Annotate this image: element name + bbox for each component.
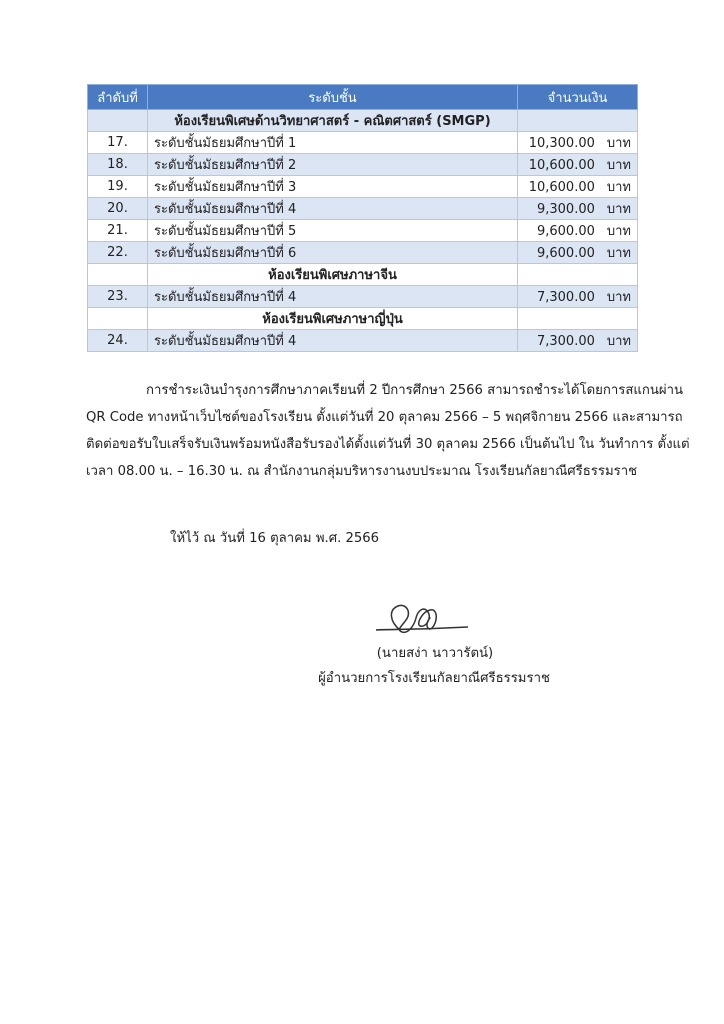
row-number: 24. [88,330,148,352]
currency-unit: บาท [606,136,631,151]
table-row [88,330,638,352]
section-row [88,110,638,132]
table-body [88,110,638,352]
section-empty-cell [518,264,638,286]
row-amount: 10,600.00 [528,180,595,195]
signer-title: ผู้อำนวยการโรงเรียนกัลยาณีศรีธรรมราช [318,671,550,686]
currency-unit: บาท [606,334,631,349]
row-amount: 9,600.00 [536,224,595,239]
row-level: ระดับชั้นมัธยมศึกษาปีที่ 3 [148,176,518,198]
currency-unit: บาท [606,202,631,217]
row-amount: 9,300.00 [536,202,595,217]
table-row [88,220,638,242]
currency-unit: บาท [606,180,631,195]
row-amount: 9,600.00 [536,246,595,261]
table-row [88,132,638,154]
header-amount: จำนวนเงิน [518,85,638,110]
row-amount: 7,300.00 [536,334,595,349]
row-amount: 7,300.00 [536,290,595,305]
row-amount-cell [518,176,638,198]
issue-date-line: ให้ไว้ ณ วันที่ 16 ตุลาคม พ.ศ. 2566 [170,531,380,546]
row-amount: 10,300.00 [528,136,595,151]
header-level: ระดับชั้น [148,85,518,110]
row-number: 21. [88,220,148,242]
fee-table [87,84,638,352]
table-row [88,242,638,264]
section-title: ห้องเรียนพิเศษภาษาญี่ปุ่น [148,308,518,330]
section-row [88,264,638,286]
paragraph-line: การชำระเงินบำรุงการศึกษาภาคเรียนที่ 2 ปีการศึกษา 2566 สามารถชำระได้โดยการสแกนผ่าน [146,383,684,398]
section-empty-cell [518,110,638,132]
payment-paragraph [86,377,690,485]
signer-name: (นายสง่า นาวารัตน์) [376,646,494,661]
row-level: ระดับชั้นมัธยมศึกษาปีที่ 2 [148,154,518,176]
section-empty-cell [88,308,148,330]
row-amount-cell [518,198,638,220]
row-amount-cell [518,286,638,308]
row-amount-cell [518,220,638,242]
row-level: ระดับชั้นมัธยมศึกษาปีที่ 4 [148,286,518,308]
table-row [88,286,638,308]
section-title: ห้องเรียนพิเศษภาษาจีน [148,264,518,286]
row-level: ระดับชั้นมัธยมศึกษาปีที่ 4 [148,330,518,352]
table-row [88,198,638,220]
signature-image [372,600,472,640]
row-number: 20. [88,198,148,220]
section-empty-cell [518,308,638,330]
table-row [88,176,638,198]
table-row [88,154,638,176]
currency-unit: บาท [606,158,631,173]
paragraph-line: QR Code ทางหน้าเว็บไซต์ของโรงเรียน ตั้งแต่วันที่ 20 ตุลาคม 2566 – 5 พฤศจิกายน 2566 และสามารถ [86,410,683,425]
section-row [88,308,638,330]
currency-unit: บาท [606,290,631,305]
section-empty-cell [88,110,148,132]
section-empty-cell [88,264,148,286]
row-amount-cell [518,242,638,264]
row-amount-cell [518,330,638,352]
row-number: 23. [88,286,148,308]
header-no: ลำดับที่ [88,85,148,110]
table-header-row [88,85,638,110]
currency-unit: บาท [606,224,631,239]
paragraph-line: เวลา 08.00 น. – 16.30 น. ณ สำนักงานกลุ่มบริหารงานงบประมาณ โรงเรียนกัลยาณีศรีธรรมราช [86,464,638,479]
row-level: ระดับชั้นมัธยมศึกษาปีที่ 5 [148,220,518,242]
row-number: 22. [88,242,148,264]
row-amount: 10,600.00 [528,158,595,173]
currency-unit: บาท [606,246,631,261]
row-level: ระดับชั้นมัธยมศึกษาปีที่ 4 [148,198,518,220]
row-level: ระดับชั้นมัธยมศึกษาปีที่ 1 [148,132,518,154]
paragraph-line: ติดต่อขอรับใบเสร็จรับเงินพร้อมหนังสือรับรองได้ตั้งแต่วันที่ 30 ตุลาคม 2566 เป็นต้นไป ใน วันทำการ ตั้งแต่ [86,437,690,452]
row-amount-cell [518,154,638,176]
row-level: ระดับชั้นมัธยมศึกษาปีที่ 6 [148,242,518,264]
row-amount-cell [518,132,638,154]
row-number: 17. [88,132,148,154]
row-number: 18. [88,154,148,176]
row-number: 19. [88,176,148,198]
section-title: ห้องเรียนพิเศษด้านวิทยาศาสตร์ - คณิตศาสตร์ (SMGP) [148,110,518,132]
